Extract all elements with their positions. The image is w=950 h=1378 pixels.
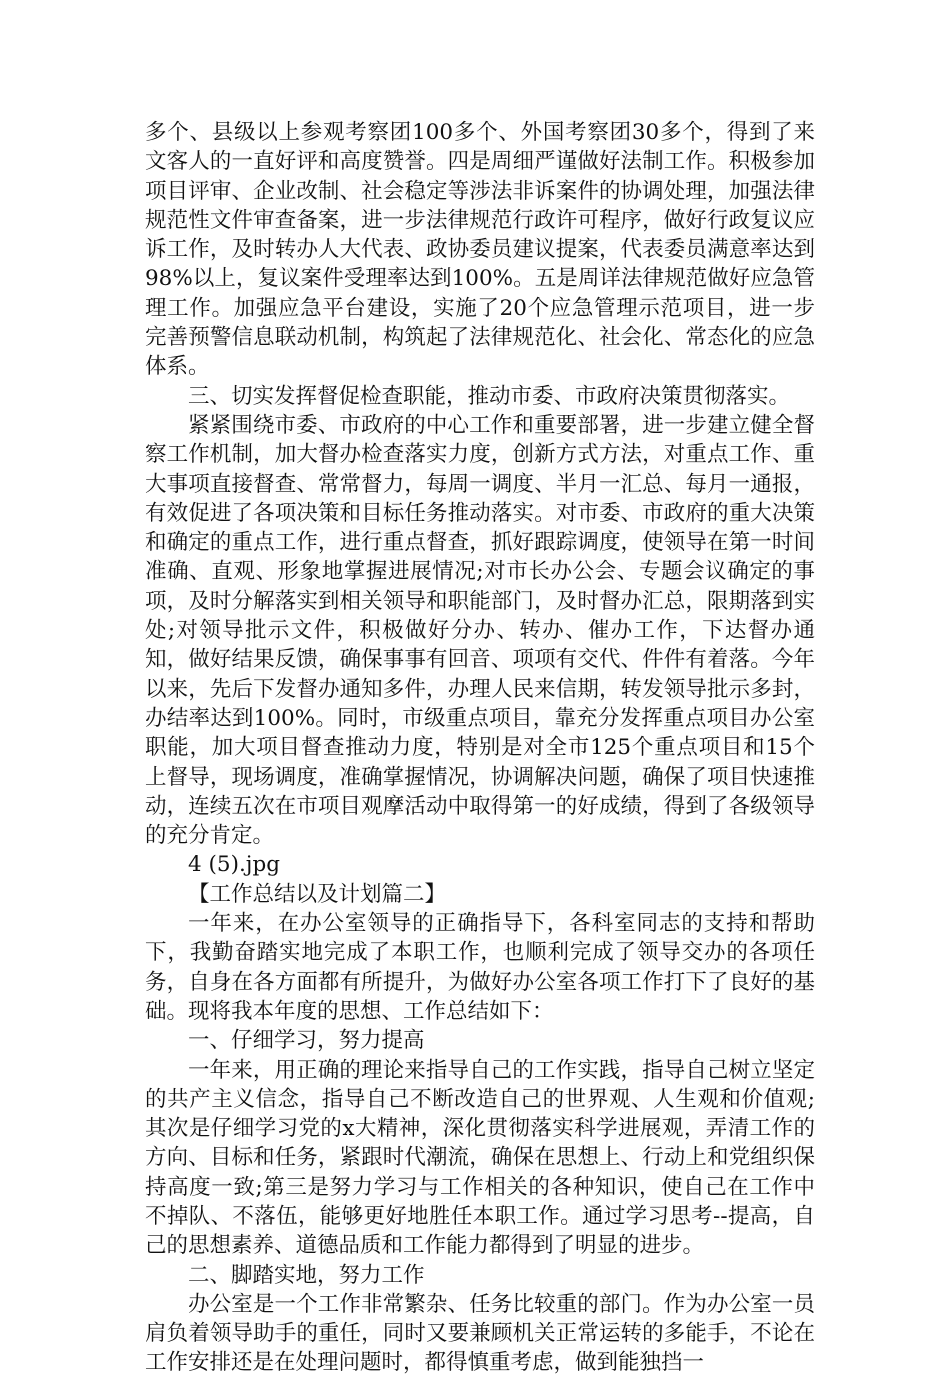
paragraph: 紧紧围绕市委、市政府的中心工作和重要部署，进一步建立健全督察工作机制，加大督办检查落实力度，创新方式方法，对重点工作、重大事项直接督查、常常督力，每周一调度、半月一汇总、每月一通报，有效促进了各项决策和目标任务推动落实。对市委、市政府的重大决策和确定的重点工作，进行重点督查，抓好跟踪调度，使领导在第一时间准确、直观、形象地掌握进展情况;对市长办公会、专题会议确定的事项，及时分解落实到相关领导和职能部门，及时督办汇总，限期落到实处;对领导批示文件，积极做好分办、转办、催办工作，下达督办通知，做好结果反馈，确保事事有回音、项项有交代、件件有着落。今年以来，先后下发督办通知多件，办理人民来信期，转发领导批示多封，办结率达到100%。同时，市级重点项目，靠充分发挥重点项目办公室职能，加大项目督查推动力度，特别是对全市125个重点项目和15个上督导，现场调度，准确掌握情况，协调解决问题，确保了项目快速推动，连续五次在市项目观摩活动中取得第一的好成绩，得到了各级领导的充分肯定。 bbox=[145, 412, 815, 849]
image-filename: 4 (5).jpg bbox=[188, 852, 280, 878]
section-heading: 二、脚踏实地，努力工作 bbox=[188, 1262, 425, 1288]
paragraph: 多个、县级以上参观考察团100多个、外国考察团30多个，得到了来文客人的一直好评和高度赞誉。四是周细严谨做好法制工作。积极参加项目评审、企业改制、社会稳定等涉法非诉案件的协调处理，加强法律规范性文件审查备案，进一步法律规范行政许可程序，做好行政复议应诉工作，及时转办人大代表、政协委员建议提案，代表委员满意率达到98%以上，复议案件受理率达到100%。五是周详法律规范做好应急管理工作。加强应急平台建设，实施了20个应急管理示范项目，进一步完善预警信息联动机制，构筑起了法律规范化、社会化、常态化的应急体系。 bbox=[145, 120, 815, 380]
paragraph: 一年来，用正确的理论来指导自己的工作实践，指导自己树立坚定的共产主义信念，指导自己不断改造自己的世界观、人生观和价值观;其次是仔细学习党的x大精神，深化贯彻落实科学进展观，弄清工作的方向、目标和任务，紧跟时代潮流，确保在思想上、行动上和党组织保持高度一致;第三是努力学习与工作相关的各种知识，使自己在工作中不掉队、不落伍，能够更好地胜任本职工作。通过学习思考--提高，自己的思想素养、道德品质和工作能力都得到了明显的进步。 bbox=[145, 1057, 815, 1259]
paragraph: 办公室是一个工作非常繁杂、任务比较重的部门。作为办公室一员肩负着领导助手的重任，同时又要兼顾机关正常运转的多能手，不论在工作安排还是在处理问题时，都得慎重考虑，做到能独挡一 bbox=[145, 1291, 815, 1376]
paragraph: 一年来，在办公室领导的正确指导下，各科室同志的支持和帮助下，我勤奋踏实地完成了本职工作，也顺利完成了领导交办的各项任务，自身在各方面都有所提升，为做好办公室各项工作打下了良好的基础。现将我本年度的思想、工作总结如下： bbox=[145, 911, 815, 1024]
section-heading: 三、切实发挥督促检查职能，推动市委、市政府决策贯彻落实。 bbox=[188, 383, 791, 409]
document-page bbox=[145, 118, 815, 1378]
section-heading: 一、仔细学习，努力提高 bbox=[188, 1028, 425, 1054]
chapter-title: 【工作总结以及计划篇二】 bbox=[188, 881, 447, 907]
